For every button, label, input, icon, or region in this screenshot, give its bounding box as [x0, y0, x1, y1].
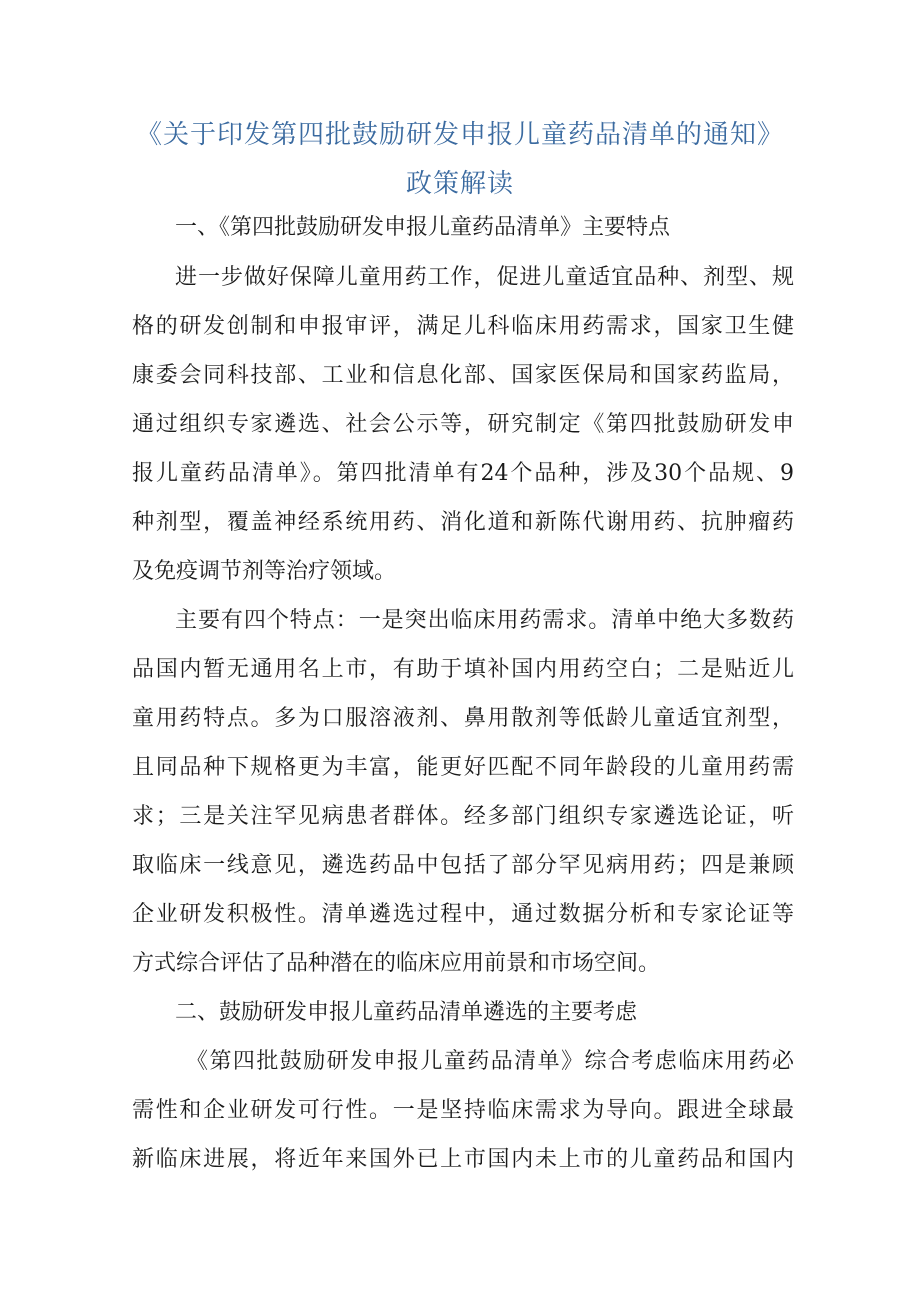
paragraph-line: 方式综合评估了品种潜在的临床应用前景和市场空间。: [132, 951, 661, 976]
paragraph-line: 取临床一线意见，遴选药品中包括了部分罕见病用药；四是兼顾: [132, 853, 794, 878]
paragraph-line: 品国内暂无通用名上市，有助于填补国内用药空白；二是贴近儿: [132, 657, 794, 682]
paragraph-line: 《第四批鼓励研发申报儿童药品清单》综合考虑临床用药必: [186, 1049, 794, 1074]
paragraph-line: 通过组织专家遴选、社会公示等，研究制定《第四批鼓励研发申: [132, 412, 794, 437]
section-heading-2: 二、鼓励研发申报儿童药品清单遴选的主要考虑: [175, 1000, 638, 1025]
paragraph-line: 及免疫调节剂等治疗领域。: [132, 559, 397, 584]
paragraph-line: 企业研发积极性。清单遴选过程中，通过数据分析和专家论证等: [132, 902, 794, 927]
section-heading-1: 一、《第四批鼓励研发申报儿童药品清单》主要特点: [175, 215, 671, 240]
paragraph-line: 童用药特点。多为口服溶液剂、鼻用散剂等低龄儿童适宜剂型，: [132, 706, 794, 731]
paragraph-line: 报儿童药品清单》。第四批清单有24个品种，涉及30个品规、9: [132, 461, 794, 486]
paragraph-line: 康委会同科技部、工业和信息化部、国家医保局和国家药监局，: [132, 363, 794, 388]
document-subtitle: 政策解读: [405, 169, 514, 199]
document-title: 《关于印发第四批鼓励研发申报儿童药品清单的通知》: [135, 120, 784, 150]
paragraph-line: 格的研发创制和申报审评，满足儿科临床用药需求，国家卫生健: [132, 314, 794, 339]
paragraph-line: 进一步做好保障儿童用药工作，促进儿童适宜品种、剂型、规: [175, 265, 794, 290]
paragraph-line: 且同品种下规格更为丰富，能更好匹配不同年龄段的儿童用药需: [132, 755, 794, 780]
paragraph-line: 主要有四个特点：一是突出临床用药需求。清单中绝大多数药: [175, 608, 794, 633]
paragraph-line: 种剂型，覆盖神经系统用药、消化道和新陈代谢用药、抗肿瘤药: [132, 510, 794, 535]
paragraph-line: 新临床进展，将近年来国外已上市国内未上市的儿童药品和国内: [132, 1147, 794, 1172]
paragraph-line: 求；三是关注罕见病患者群体。经多部门组织专家遴选论证，听: [132, 804, 794, 829]
paragraph-line: 需性和企业研发可行性。一是坚持临床需求为导向。跟进全球最: [132, 1098, 794, 1123]
